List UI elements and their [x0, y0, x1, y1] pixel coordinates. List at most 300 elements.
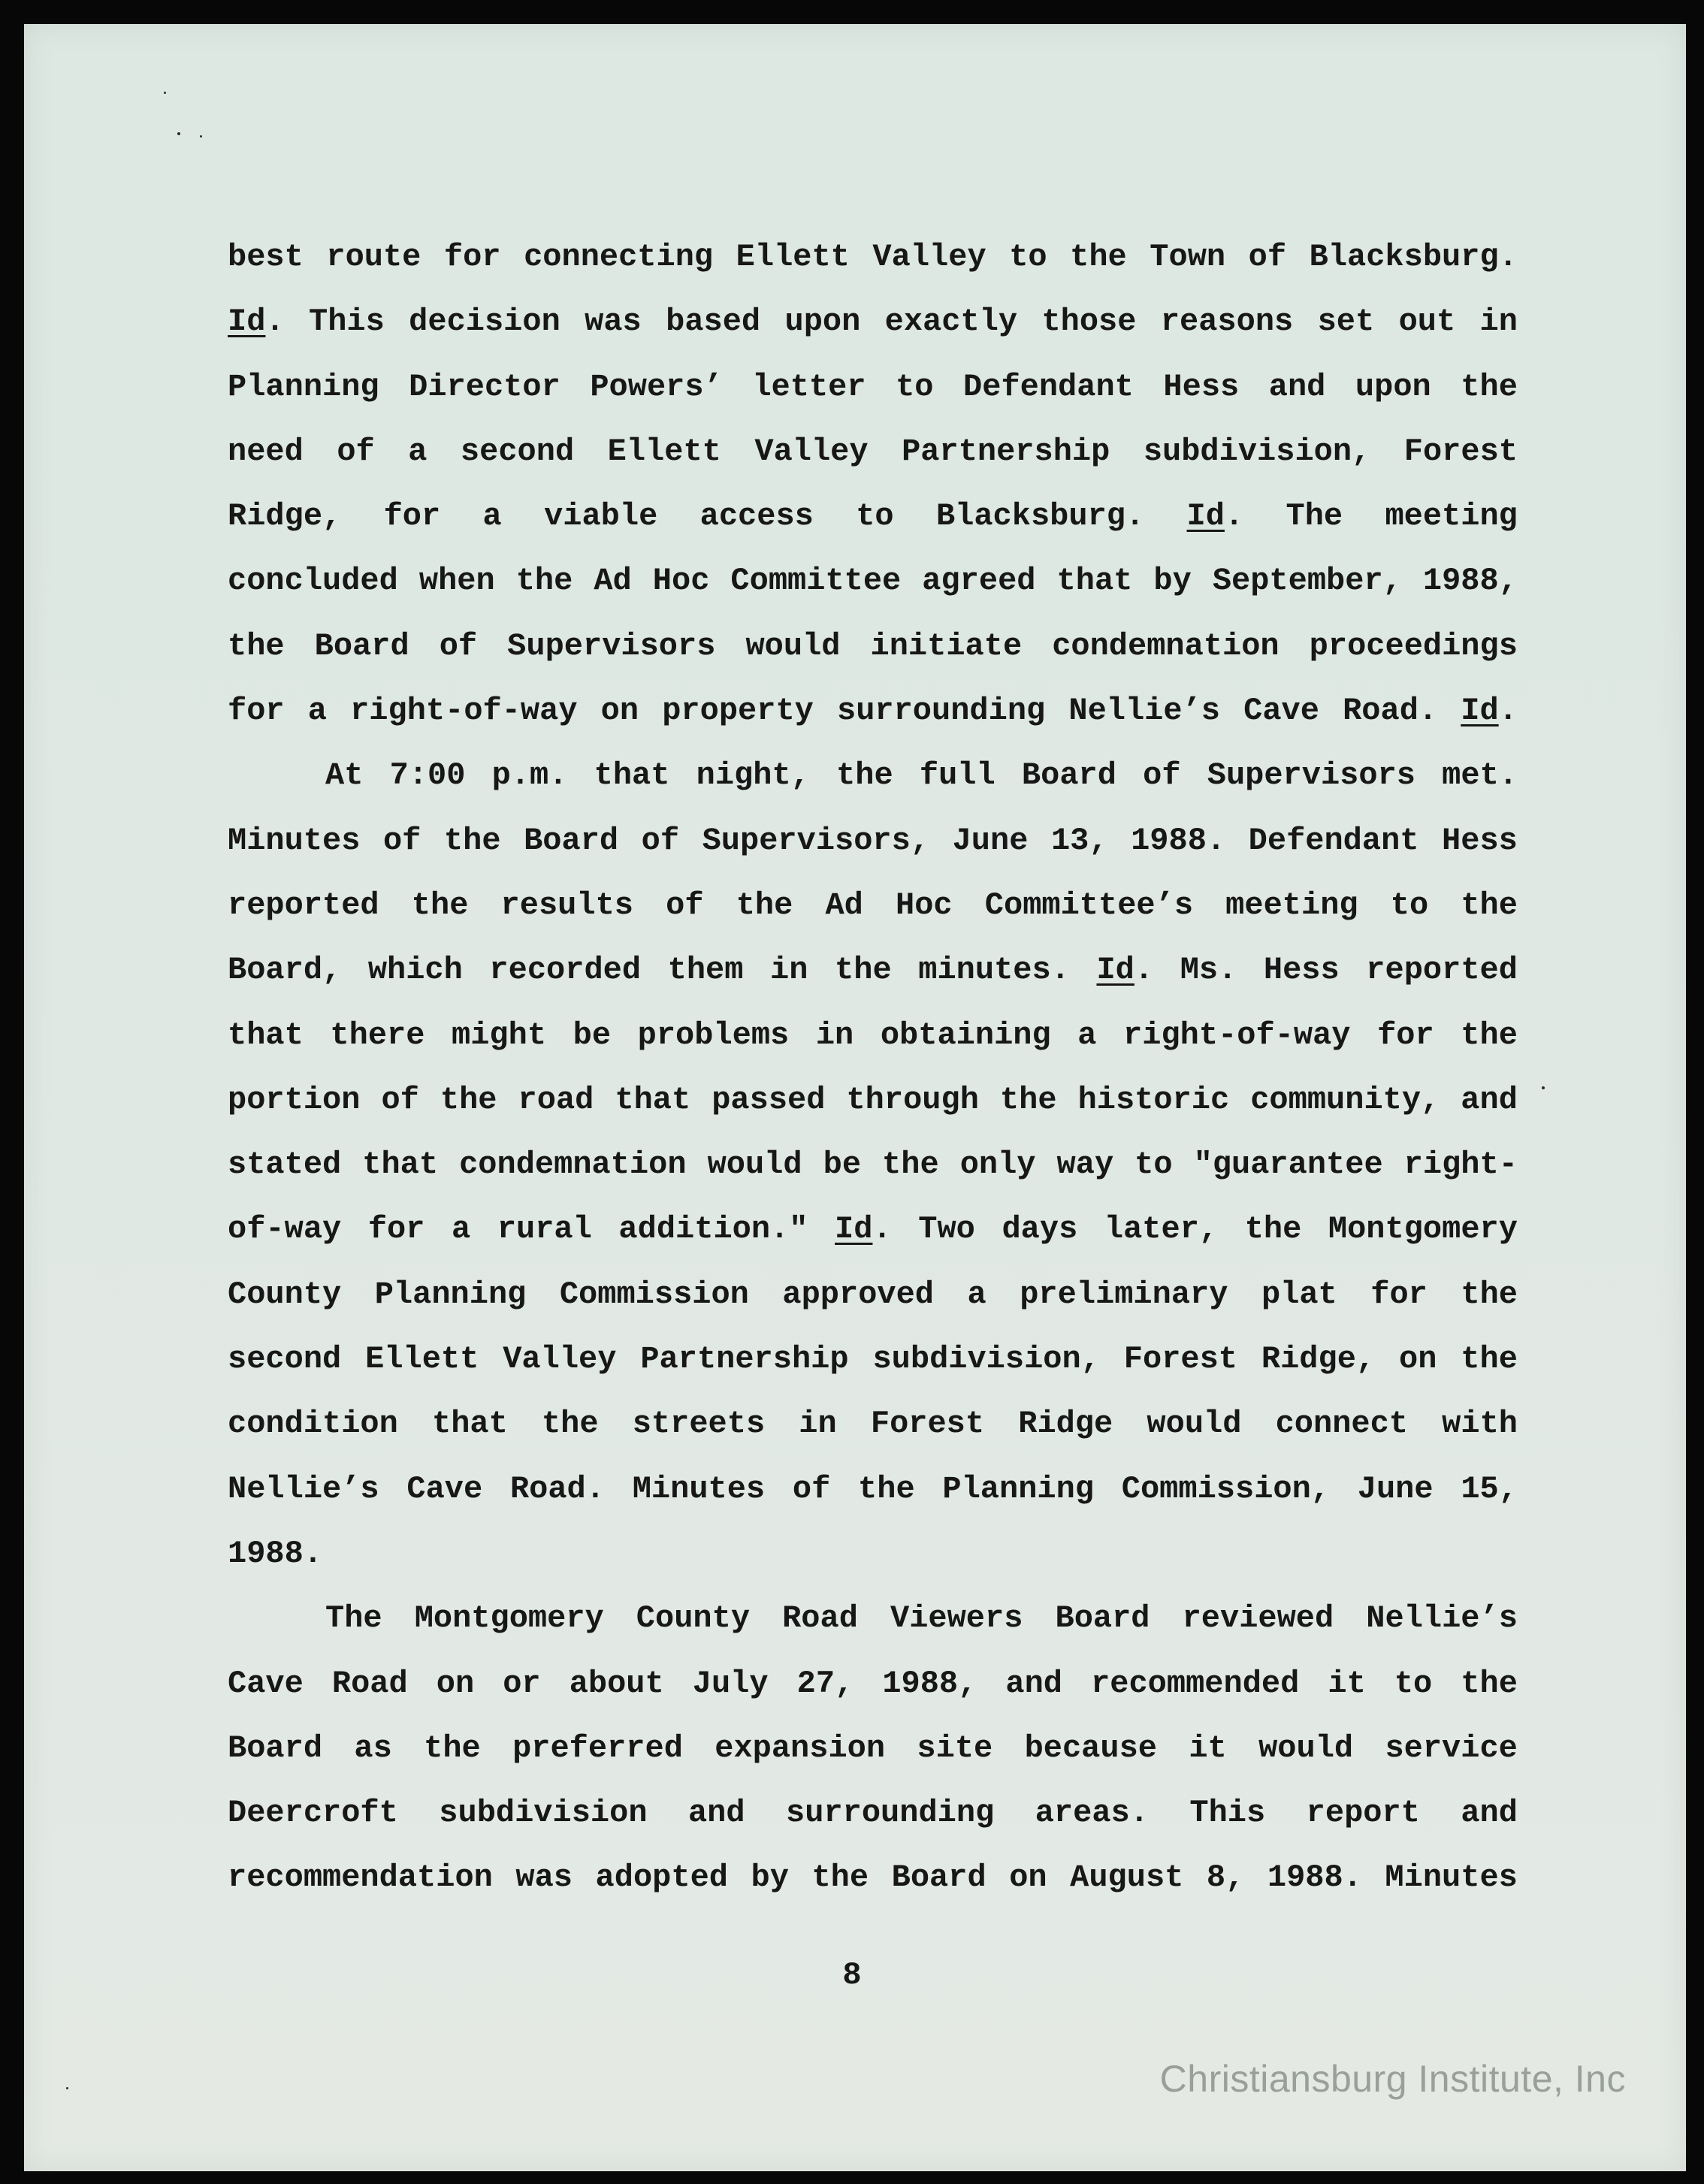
word: as — [354, 1729, 392, 1766]
word: that — [228, 1016, 304, 1053]
word: was — [585, 304, 642, 340]
text-line — [228, 1859, 1518, 1924]
word: the — [1070, 239, 1127, 275]
word: At — [325, 757, 364, 794]
word: exactly — [884, 304, 1018, 340]
word: meeting — [1225, 887, 1358, 923]
word: upon — [784, 304, 861, 340]
word: Cave — [406, 1470, 483, 1507]
word: when — [418, 563, 495, 600]
word: the — [1461, 368, 1518, 405]
word: Planning — [942, 1470, 1095, 1507]
word: the — [736, 887, 793, 923]
citation-id: Id — [1186, 498, 1225, 535]
text-line — [228, 1471, 1518, 1536]
word: to — [1009, 239, 1047, 275]
word: of — [1143, 757, 1181, 794]
word: Partnership — [640, 1341, 849, 1378]
word: that — [431, 1406, 508, 1442]
word: Powers’ — [590, 368, 723, 405]
word: Ad — [594, 563, 632, 600]
word: 1988, — [1422, 563, 1518, 600]
paragraph — [228, 239, 1518, 757]
word: community, — [1250, 1081, 1440, 1118]
word: property — [662, 693, 814, 730]
word: night, — [696, 757, 810, 794]
word: on — [436, 1665, 475, 1702]
word: a — [452, 1211, 471, 1248]
word: subdivision, — [1143, 433, 1371, 470]
word: condemnation — [459, 1146, 687, 1183]
word: would — [1147, 1406, 1242, 1442]
word: reviewed — [1182, 1600, 1334, 1637]
word: the — [228, 627, 285, 664]
text-line — [228, 433, 1518, 498]
word: that — [1056, 563, 1133, 600]
word: Ridge, — [228, 498, 342, 535]
text-line — [228, 1341, 1518, 1406]
text-line — [228, 563, 1518, 627]
word: Hoc — [896, 887, 953, 923]
word: surrounding — [836, 693, 1046, 730]
word: of — [641, 822, 680, 859]
word: Cave — [1243, 693, 1319, 730]
word: and — [1268, 368, 1326, 405]
word: of — [337, 433, 375, 470]
word: This — [308, 304, 385, 340]
scan-speck — [164, 92, 166, 94]
word: Director — [409, 368, 560, 405]
word: the — [1461, 1276, 1518, 1313]
text-line — [228, 369, 1518, 433]
word: through — [846, 1081, 979, 1118]
word: County — [228, 1276, 342, 1313]
word: to — [1394, 1665, 1433, 1702]
word: in — [770, 952, 808, 989]
word: them — [667, 952, 744, 989]
text-line — [228, 1276, 1518, 1341]
word: August — [1070, 1859, 1184, 1896]
word: or — [503, 1665, 541, 1702]
paragraph — [228, 757, 1518, 1600]
word: Hess — [1163, 368, 1240, 405]
word: on — [1399, 1341, 1437, 1378]
word: Road — [331, 1665, 408, 1702]
word: it — [1328, 1665, 1366, 1702]
word: Montgomery — [414, 1600, 604, 1637]
word: it — [1189, 1729, 1227, 1766]
word: portion — [228, 1081, 361, 1118]
word: be — [823, 1146, 862, 1183]
word: full — [919, 757, 996, 794]
word: might — [452, 1016, 547, 1053]
word: of — [439, 627, 478, 664]
word: Id. — [835, 1211, 892, 1248]
word: Two — [918, 1211, 975, 1248]
text-line — [228, 1082, 1518, 1146]
word: recorded — [489, 952, 642, 989]
word: recommended — [1091, 1665, 1300, 1702]
word: a — [967, 1276, 986, 1313]
word: 27, — [796, 1665, 854, 1702]
word: later, — [1104, 1211, 1219, 1248]
word: Ad — [825, 887, 863, 923]
word: Board — [228, 1729, 323, 1766]
word: Board — [314, 627, 409, 664]
word: that — [594, 757, 670, 794]
word: the — [541, 1406, 599, 1442]
text-line — [228, 1017, 1518, 1082]
word: right- — [1403, 1146, 1518, 1183]
word: the — [411, 887, 469, 923]
citation-id: Id — [835, 1211, 873, 1248]
word: there — [330, 1016, 425, 1053]
word: Hoc — [652, 563, 710, 600]
word: Planning — [228, 368, 379, 405]
word: the — [515, 563, 573, 600]
word: set — [1317, 304, 1375, 340]
word: Id. — [1461, 693, 1518, 730]
word: agreed — [922, 563, 1036, 600]
word: would — [1258, 1729, 1354, 1766]
word: Road. — [1343, 693, 1438, 730]
word: the — [835, 952, 892, 989]
word: days — [1002, 1211, 1078, 1248]
word: The — [325, 1600, 382, 1637]
word: service — [1385, 1729, 1518, 1766]
word: by — [1153, 563, 1192, 600]
word: reported — [228, 887, 379, 923]
word: Committee’s — [984, 887, 1194, 923]
word: route — [326, 239, 421, 275]
word: Hess — [1442, 822, 1518, 859]
word: Id. — [1096, 952, 1154, 989]
word: Id. — [228, 304, 285, 340]
word: concluded — [228, 563, 398, 600]
word: the — [1461, 1665, 1518, 1702]
word: and — [1461, 1081, 1518, 1118]
word: would — [745, 627, 841, 664]
word: 1988. — [228, 1535, 323, 1572]
word: best — [228, 239, 304, 275]
word: Ms. — [1180, 952, 1237, 989]
word: Montgomery — [1328, 1211, 1518, 1248]
word: 8, — [1206, 1859, 1245, 1896]
word: Blacksburg. — [1309, 239, 1518, 275]
word: Minutes — [632, 1470, 766, 1507]
word: Committee — [730, 563, 902, 600]
word: with — [1442, 1406, 1518, 1442]
word: site — [917, 1729, 993, 1766]
citation-id: Id — [228, 304, 266, 340]
word: Forest — [1123, 1341, 1238, 1378]
word: rural — [497, 1211, 592, 1248]
text-line — [228, 304, 1518, 368]
word: meeting — [1385, 498, 1518, 535]
word: in — [799, 1406, 837, 1442]
word: 1988. — [1267, 1859, 1362, 1896]
word: upon — [1355, 368, 1431, 405]
citation-id: Id — [1096, 952, 1134, 989]
paragraph — [228, 1600, 1518, 1924]
scan-speck — [177, 132, 180, 135]
word: Ellett — [736, 239, 850, 275]
word: and — [1005, 1665, 1063, 1702]
word: those — [1041, 304, 1137, 340]
word: p.m. — [491, 757, 568, 794]
text-line — [228, 498, 1518, 563]
word: access — [699, 498, 814, 535]
word: Minutes — [228, 822, 361, 859]
word: Road. — [509, 1470, 605, 1507]
word: the — [1244, 1211, 1302, 1248]
word: the — [424, 1729, 481, 1766]
word: for — [1370, 1276, 1428, 1313]
word: recommendation — [228, 1859, 493, 1896]
word: a — [482, 498, 502, 535]
word: Ellett — [365, 1341, 479, 1378]
word: expansion — [715, 1729, 886, 1766]
word: the — [440, 1081, 497, 1118]
word: Defendant — [1248, 822, 1419, 859]
word: Ellett — [607, 433, 721, 470]
word: of — [666, 887, 704, 923]
word: Forest — [1403, 433, 1518, 470]
word: based — [666, 304, 761, 340]
word: that — [362, 1146, 439, 1183]
word: September, — [1212, 563, 1402, 600]
word: a — [408, 433, 428, 470]
word: was — [515, 1859, 573, 1896]
word: Deercroft — [228, 1795, 398, 1832]
word: Cave — [228, 1665, 304, 1702]
word: 15, — [1461, 1470, 1518, 1507]
word: subdivision, — [872, 1341, 1100, 1378]
word: Board — [1055, 1600, 1150, 1637]
word: in — [1479, 304, 1518, 340]
word: historic — [1077, 1081, 1230, 1118]
word: by — [751, 1859, 789, 1896]
word: of-way — [228, 1211, 342, 1248]
word: right-of-way — [350, 693, 578, 730]
word: Nellie’s — [1068, 693, 1220, 730]
word: second — [460, 433, 575, 470]
word: of — [792, 1470, 831, 1507]
word: stated — [228, 1146, 342, 1183]
word: to — [896, 368, 934, 405]
word: 7:00 — [389, 757, 466, 794]
word: plat — [1261, 1276, 1337, 1313]
word: Commission — [559, 1276, 749, 1313]
word: right-of-way — [1123, 1016, 1351, 1053]
word: Ridge — [1018, 1406, 1113, 1442]
text-line — [228, 1730, 1518, 1795]
word: approved — [782, 1276, 935, 1313]
scan-speck — [1542, 1086, 1545, 1089]
word: 1988. — [1131, 822, 1226, 859]
word: proceedings — [1309, 627, 1518, 664]
word: Nellie’s — [228, 1470, 379, 1507]
word: Viewers — [890, 1600, 1023, 1637]
word: Forest — [870, 1406, 985, 1442]
word: road — [518, 1081, 594, 1118]
word: on — [600, 693, 639, 730]
text-line — [228, 693, 1518, 757]
word: viable — [544, 498, 658, 535]
word: Town — [1150, 239, 1226, 275]
word: the — [1461, 1016, 1518, 1053]
word: Board — [1021, 757, 1116, 794]
word: the — [999, 1081, 1057, 1118]
word: Board — [524, 822, 619, 859]
word: Defendant — [963, 368, 1134, 405]
word: for — [443, 239, 501, 275]
text-line — [228, 952, 1518, 1016]
word: the — [443, 822, 501, 859]
word: decision — [409, 304, 560, 340]
word: Partnership — [902, 433, 1110, 470]
word: of — [1248, 239, 1287, 275]
word: surrounding — [786, 1795, 995, 1832]
word: preliminary — [1020, 1276, 1228, 1313]
word: second — [228, 1341, 342, 1378]
word: on — [1009, 1859, 1047, 1896]
word: 1988, — [882, 1665, 977, 1702]
word: the — [1461, 1341, 1518, 1378]
word: areas. — [1035, 1795, 1149, 1832]
word: letter — [752, 368, 866, 405]
word: and — [687, 1795, 745, 1832]
word: that — [615, 1081, 691, 1118]
word: Minutes — [1385, 1859, 1518, 1896]
word: to — [856, 498, 894, 535]
word: condition — [228, 1406, 398, 1442]
word: to — [1134, 1146, 1173, 1183]
word: initiate — [870, 627, 1023, 664]
word: Hess — [1263, 952, 1340, 989]
scan-speck — [66, 2087, 68, 2089]
word: June — [1357, 1470, 1434, 1507]
word: addition." — [618, 1211, 808, 1248]
word: Commission, — [1121, 1470, 1331, 1507]
word: met. — [1442, 757, 1518, 794]
word: This — [1189, 1795, 1266, 1832]
word: for — [228, 693, 285, 730]
word: which — [367, 952, 463, 989]
word: way — [1056, 1146, 1114, 1183]
word: June — [952, 822, 1029, 859]
word: report — [1306, 1795, 1420, 1832]
word: for — [383, 498, 441, 535]
text-line — [228, 628, 1518, 693]
word: Planning — [374, 1276, 527, 1313]
text-line — [228, 1146, 1518, 1211]
word: about — [569, 1665, 664, 1702]
text-line — [228, 1795, 1518, 1859]
word: Supervisors — [1207, 757, 1415, 794]
word: the — [858, 1470, 915, 1507]
word: adopted — [595, 1859, 728, 1896]
word: The — [1286, 498, 1343, 535]
word: subdivision — [439, 1795, 648, 1832]
word: and — [1461, 1795, 1518, 1832]
word: the — [882, 1146, 939, 1183]
word: a — [1077, 1016, 1097, 1053]
word: the — [811, 1859, 869, 1896]
text-line — [228, 1211, 1518, 1276]
word: the — [1461, 887, 1518, 923]
word: for — [1377, 1016, 1434, 1053]
text-line — [228, 757, 1518, 822]
word: because — [1024, 1729, 1157, 1766]
text-line — [228, 1666, 1518, 1730]
text-line — [228, 1600, 1518, 1665]
word: reported — [1366, 952, 1518, 989]
page-number: 8 — [842, 1957, 862, 1993]
word: problems — [637, 1016, 790, 1053]
word: in — [815, 1016, 854, 1053]
word: the — [836, 757, 893, 794]
word: out — [1398, 304, 1456, 340]
word: July — [692, 1665, 769, 1702]
word: minutes. — [918, 952, 1070, 989]
scan-speck — [200, 135, 202, 137]
word: of — [382, 822, 421, 859]
word: would — [707, 1146, 802, 1183]
word: a — [307, 693, 327, 730]
citation-id: Id — [1461, 693, 1499, 730]
word: Valley — [754, 433, 869, 470]
text-line — [228, 887, 1518, 952]
word: passed — [712, 1081, 826, 1118]
word: Id. — [1186, 498, 1244, 535]
word: Supervisors, — [702, 822, 930, 859]
text-line — [228, 239, 1518, 304]
word: for — [367, 1211, 425, 1248]
word: be — [573, 1016, 612, 1053]
word: Board, — [228, 952, 342, 989]
word: obtaining — [880, 1016, 1051, 1053]
word: "guarantee — [1193, 1146, 1383, 1183]
text-line — [228, 823, 1518, 887]
word: connecting — [524, 239, 714, 275]
word: Road — [782, 1600, 858, 1637]
document-body — [228, 239, 1518, 1925]
word: results — [500, 887, 633, 923]
text-line — [228, 1406, 1518, 1470]
word: streets — [632, 1406, 766, 1442]
text-line — [228, 1536, 1518, 1600]
word: Blacksburg. — [935, 498, 1145, 535]
watermark: Christiansburg Institute, Inc — [1159, 2058, 1626, 2100]
word: of — [381, 1081, 419, 1118]
word: reasons — [1160, 304, 1294, 340]
word: County — [636, 1600, 751, 1637]
word: to — [1390, 887, 1429, 923]
word: Supervisors — [507, 627, 716, 664]
word: Valley — [503, 1341, 617, 1378]
word: only — [959, 1146, 1036, 1183]
word: Board — [891, 1859, 986, 1896]
word: condemnation — [1052, 627, 1280, 664]
word: Valley — [872, 239, 986, 275]
word: 13, — [1050, 822, 1108, 859]
word: Ridge, — [1261, 1341, 1376, 1378]
word: need — [228, 433, 304, 470]
word: preferred — [512, 1729, 683, 1766]
word: Nellie’s — [1366, 1600, 1518, 1637]
word: connect — [1275, 1406, 1409, 1442]
